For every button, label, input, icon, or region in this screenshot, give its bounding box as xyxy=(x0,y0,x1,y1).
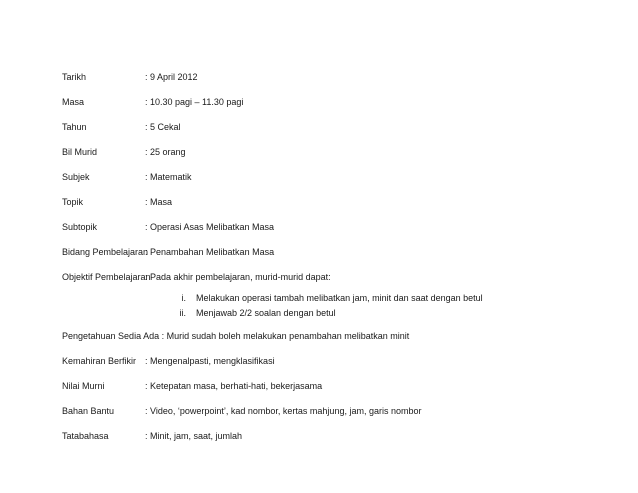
row-label: Subjek xyxy=(62,172,90,182)
row-label: Nilai Murni xyxy=(62,381,105,391)
row-label: Masa xyxy=(62,97,85,107)
objective-text: Menjawab 2/2 soalan dengan betul xyxy=(196,308,336,318)
row-value: : Mengenalpasti, mengklasifikasi xyxy=(145,356,275,366)
objective-number: ii. xyxy=(179,308,186,318)
row-pengetahuan-sedia-ada xyxy=(62,330,409,342)
row-label: Pengetahuan Sedia Ada xyxy=(62,331,160,341)
row-value: : Ketepatan masa, berhati-hati, bekerjasama xyxy=(145,381,323,391)
row-value: : 5 Cekal xyxy=(145,122,181,132)
row-label: Kemahiran Berfikir xyxy=(62,356,137,366)
row-label: Bil Murid xyxy=(62,147,98,157)
row-label: Objektif Pembelajaran xyxy=(62,272,151,282)
row-value: : 25 orang xyxy=(145,147,186,157)
row-value: : Murid sudah boleh melakukan penambahan melibatkan minit xyxy=(161,331,410,341)
row-label: Subtopik xyxy=(62,222,98,232)
row-value: : Video, ‘powerpoint’, kad nombor, kertas mahjung, jam, garis nombor xyxy=(145,406,422,416)
row-value: : Pada akhir pembelajaran, murid-murid dapat: xyxy=(145,272,331,282)
row-label: Bahan Bantu xyxy=(62,406,115,416)
row-value: : 9 April 2012 xyxy=(145,72,198,82)
row-label: Tahun xyxy=(62,122,87,132)
row-value: : Matematik xyxy=(145,172,192,182)
row-label: Tarikh xyxy=(62,72,87,82)
row-value: : Penambahan Melibatkan Masa xyxy=(145,247,275,257)
row-value: : Minit, jam, saat, jumlah xyxy=(145,431,243,441)
row-value: : Masa xyxy=(145,197,173,207)
row-value: : Operasi Asas Melibatkan Masa xyxy=(145,222,275,232)
row-value: : 10.30 pagi – 11.30 pagi xyxy=(145,97,244,107)
row-label: Topik xyxy=(62,197,84,207)
objective-number: i. xyxy=(181,293,186,303)
row-label: Tatabahasa xyxy=(62,431,109,441)
row-label: Bidang Pembelajaran xyxy=(62,247,149,257)
objective-text: Melakukan operasi tambah melibatkan jam, minit dan saat dengan betul xyxy=(196,293,483,303)
